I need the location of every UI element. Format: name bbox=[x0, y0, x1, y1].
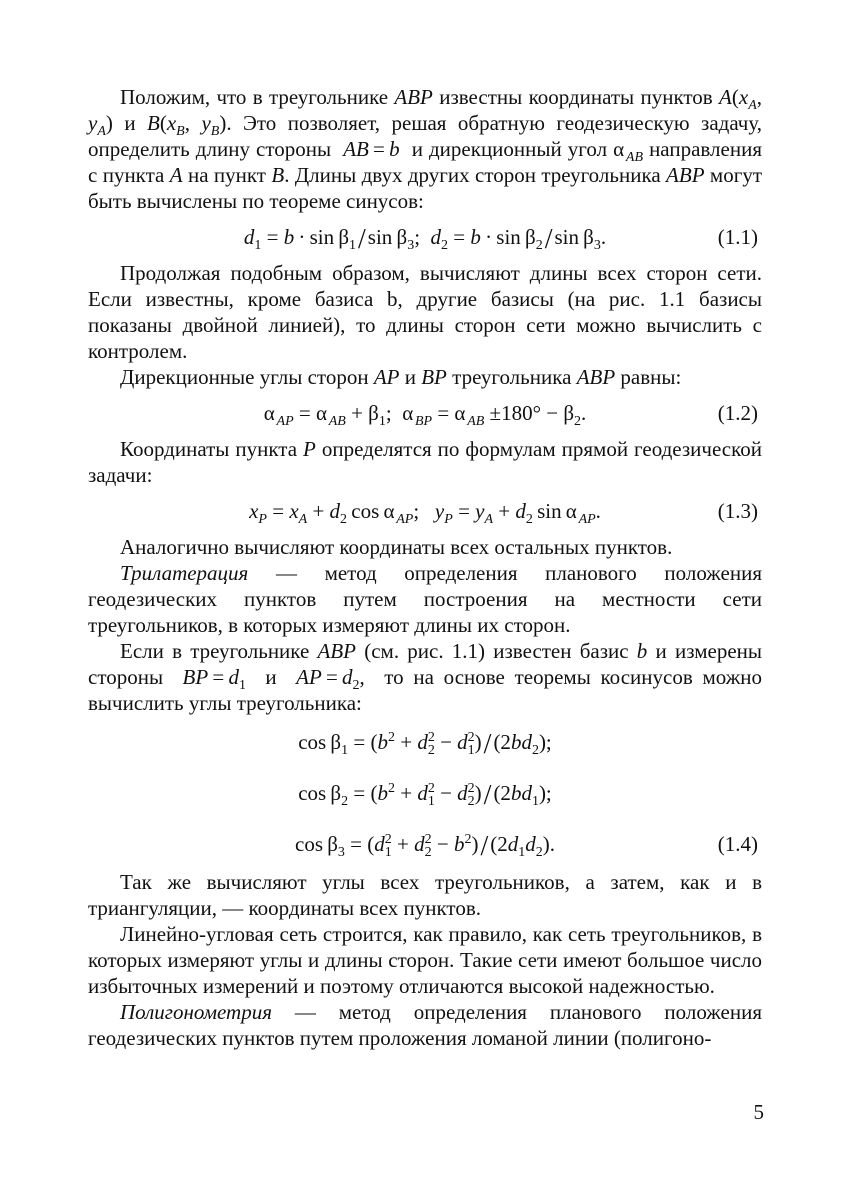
paragraph-5: Аналогично вычисляют координаты всех остальных пунктов. bbox=[120, 535, 673, 559]
equation-number: (1.1) bbox=[717, 225, 758, 249]
paragraph-1: Положим, что в треугольнике ABP известны координаты пунктов $A(x_A$, $y_A$) и $B(x_B$, $y_B$). Это позволяет, решая обратную геодезическую задачу, определить длину стороны AB = b и дирекционный угол α $_{AB}$ направления с пункта A на пункт B. Длины двух других сторон треугольника ABP могут быть вычислены по теореме синусов: bbox=[88, 85, 763, 213]
paragraph-3: Дирекционные углы сторон AP и BP треугольника ABP равны: bbox=[120, 365, 682, 389]
term-trilateration: Трилатерация bbox=[120, 561, 249, 585]
equation-number: (1.4) bbox=[717, 831, 758, 856]
equation-number: (1.3) bbox=[717, 499, 758, 523]
paragraph-6: Трилатерация — метод определения планового положения геодезических пунктов путем построения на местности сети треугольников, в которых измеряют длины их сторон. bbox=[88, 561, 762, 637]
page-number: 5 bbox=[753, 1100, 764, 1124]
paragraph-10: Полигонометрия — метод определения планового положения геодезических пунктов путем проложения ломаной линии (полигоно- bbox=[88, 1000, 762, 1050]
equation-number: (1.2) bbox=[717, 401, 758, 425]
equation-1-2 bbox=[88, 390, 762, 436]
paragraph-2: Продолжая подобным образом, вычисляют длины всех сторон сети. Если известны, кроме базиса b, другие базисы (на рис. 1.1 базисы показаны двойной линией), то длины сторон сети можно вычислить с контролем. bbox=[88, 261, 762, 363]
paragraph-7: Если в треугольнике ABP (см. рис. 1.1) известен базис b и измерены стороны BP = $d_1$ и AP = $d_2$, то на основе теоремы косинусов можно вычислить углы треугольника: bbox=[88, 639, 762, 715]
equation-1-4-line-1: $\cos \beta_1 = (b^2 + d_2^2 - d_1^2)/(2bd_2)$; bbox=[298, 728, 552, 760]
paragraph-4: Координаты пункта P определятся по формулам прямой геодезической задачи: bbox=[88, 437, 762, 487]
equation-1-3 bbox=[88, 488, 762, 534]
term-polygonometry: Полигонометрия bbox=[120, 1000, 272, 1024]
equation-1-4-line-3: $\cos \beta_3 = (d_1^2 + d_2^2 - b^2)/(2d_1d_2)$. (1.4) bbox=[295, 830, 758, 862]
body-text bbox=[88, 84, 762, 1051]
equation-1-1 bbox=[88, 214, 762, 260]
equation-1-2-formula: α $_{AP}$ = α $_{AB} + \beta_1$; α $_{BP}$ = α $_{AB} \pm 180^\circ - \beta_2$. bbox=[263, 401, 587, 429]
paragraph-9: Линейно-угловая сеть строится, как правило, как сеть треугольников, в которых измеряют углы и длины сторон. Такие сети имеют большое число избыточных измерений и поэтому отличаются высокой надежностью. bbox=[88, 922, 762, 998]
equation-1-1-formula: $d_1 = b \cdot \sin \beta_1/\sin$ $\beta_3$; $d_2 = b \cdot \sin \beta_2/\sin$ $\beta_3$. bbox=[243, 224, 607, 255]
paragraph-8: Так же вычисляют углы всех треугольников, а затем, как и в триангуляции, — координаты всех пунктов. bbox=[88, 870, 762, 920]
equation-1-4-line-2: $\cos \beta_2 = (b^2 + d_1^2 - d_2^2)/(2bd_1)$; bbox=[298, 779, 552, 811]
equation-1-4 bbox=[88, 716, 762, 869]
equation-1-3-formula: $x_P = x_A + d_2$ cos α $_{AP}$; $y_P = y_A + d_2$ sin α $_{AP}$. bbox=[249, 499, 601, 527]
